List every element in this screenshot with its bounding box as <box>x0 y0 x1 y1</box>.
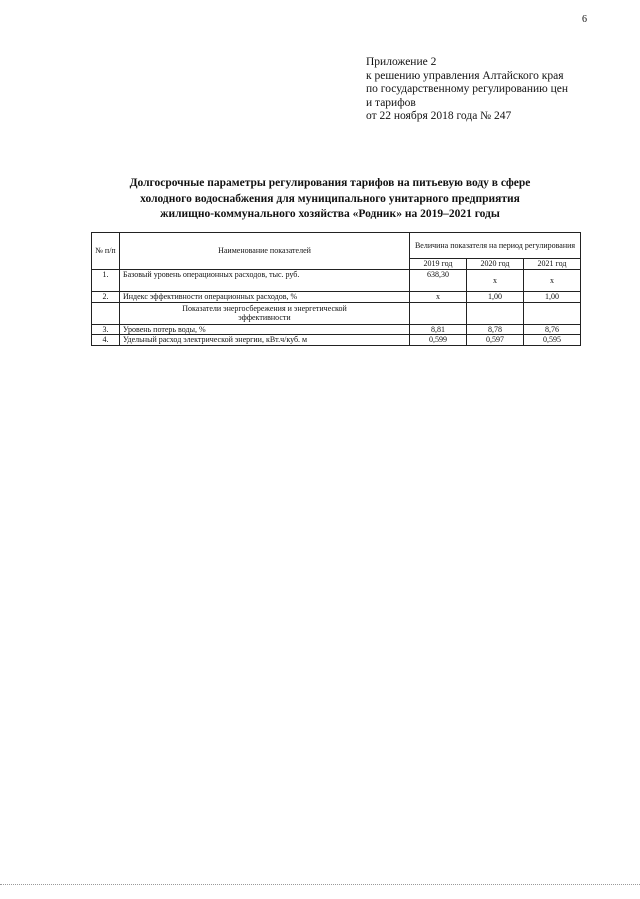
row-value-2021: х <box>524 270 581 292</box>
row-name: Индекс эффективности операционных расходов, % <box>120 292 410 303</box>
row-num <box>92 302 120 324</box>
title-line: холодного водоснабжения для муниципального унитарного предприятия <box>140 192 520 205</box>
title-line: жилищно-коммунального хозяйства «Родник» на 2019–2021 годы <box>160 208 500 220</box>
row-num: 2. <box>92 292 120 303</box>
row-value-2020: 0,597 <box>467 335 524 346</box>
row-value-2021 <box>524 302 581 324</box>
title-line: Долгосрочные параметры регулирования тарифов на питьевую воду в сфере <box>129 177 531 189</box>
table-header-row <box>92 233 581 259</box>
page-bottom-border <box>0 884 640 885</box>
row-value-2019: 8,81 <box>410 324 467 335</box>
row-value-2019: х <box>410 292 467 303</box>
row-value-2021: 0,595 <box>524 335 581 346</box>
row-value-2021: 8,76 <box>524 324 581 335</box>
row-name: Базовый уровень операционных расходов, тыс. руб. <box>120 270 410 292</box>
section-label <box>120 302 410 324</box>
row-num: 3. <box>92 324 120 335</box>
row-num: 1. <box>92 270 120 292</box>
table-row <box>92 292 581 303</box>
appendix-line: к решению управления Алтайского края <box>366 69 564 82</box>
row-name: Удельный расход электрической энергии, кВт.ч/куб. м <box>120 335 410 346</box>
appendix-line: по государственному регулированию цен <box>366 83 569 96</box>
appendix-line: Приложение 2 <box>366 56 437 68</box>
header-year: 2019 год <box>410 259 467 270</box>
appendix-line: и тарифов <box>366 96 416 109</box>
row-value-2019: 0,599 <box>410 335 467 346</box>
header-num: № п/п <box>92 233 120 270</box>
row-value-2020 <box>467 302 524 324</box>
header-value-group: Величина показателя на период регулирования <box>410 233 581 259</box>
appendix-header <box>366 56 616 124</box>
row-value-2020: х <box>467 270 524 292</box>
document-title <box>80 176 580 223</box>
row-value-2020: 8,78 <box>467 324 524 335</box>
table-row <box>92 270 581 292</box>
header-name: Наименование показателей <box>120 233 410 270</box>
page-number: 6 <box>582 14 587 25</box>
table-section-row <box>92 302 581 324</box>
appendix-line: от 22 ноября 2018 года № 247 <box>366 110 512 123</box>
row-value-2020: 1,00 <box>467 292 524 303</box>
header-year: 2020 год <box>467 259 524 270</box>
row-value-2021: 1,00 <box>524 292 581 303</box>
table-row <box>92 335 581 346</box>
row-value-2019: 638,30 <box>410 270 467 292</box>
parameters-table <box>91 232 581 346</box>
row-name: Уровень потерь воды, % <box>120 324 410 335</box>
row-num: 4. <box>92 335 120 346</box>
row-value-2019 <box>410 302 467 324</box>
section-label-text: Показатели энергосбережения и энергетической эффективности <box>182 303 347 322</box>
header-year: 2021 год <box>524 259 581 270</box>
table-row <box>92 324 581 335</box>
